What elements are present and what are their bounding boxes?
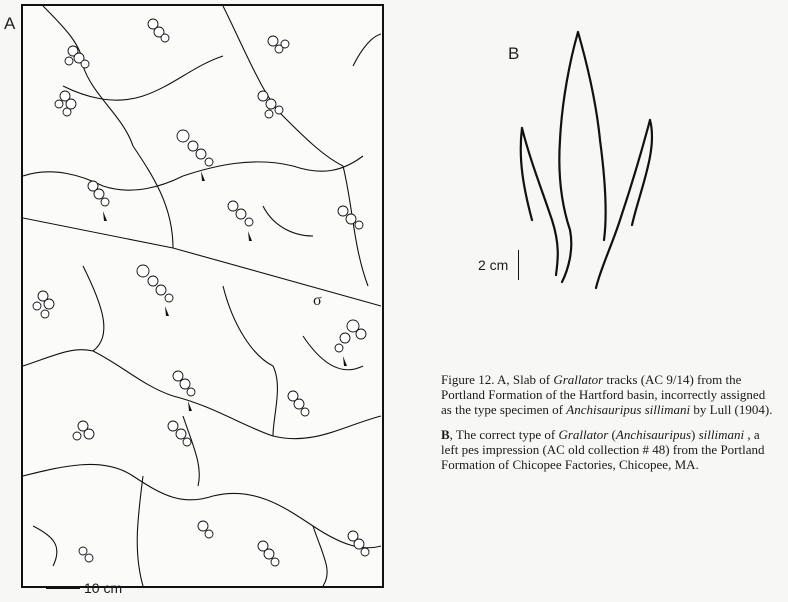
caption-paragraph-b <box>441 427 776 472</box>
caption-paragraph-a <box>441 372 776 417</box>
caption-italic: Grallator <box>553 372 604 387</box>
caption-text: by Lull (1904). <box>690 402 773 417</box>
caption-text: , The correct type of <box>449 427 559 442</box>
scale-bar-line <box>518 250 519 280</box>
panel-a-label: A <box>4 14 16 33</box>
scale-bar-line <box>46 588 80 589</box>
caption-text: , a left pes impression (AC old collection # 48) from the Portland Formation of Chicopee Factories, Chicopee, MA. <box>441 427 765 472</box>
scale-bar-b <box>478 250 519 280</box>
caption-text: ) <box>691 427 699 442</box>
scale-bar-b-label: 2 cm <box>478 257 509 273</box>
scale-bar-a-label: 10 cm <box>84 580 123 596</box>
caption-text: Figure 12. A, Slab of <box>441 372 554 387</box>
slab-illustration <box>23 6 382 586</box>
sigma-symbol: σ <box>313 292 322 309</box>
panel-b-label: B <box>508 44 520 63</box>
caption-italic: sillimani <box>698 427 745 442</box>
caption-text: tracks (AC 9/14) from the Portland Formation of the Hartford basin, incorrectly assigned as the type specimen of <box>441 372 766 417</box>
caption-italic: Grallator <box>558 427 609 442</box>
scale-bar-a <box>46 580 122 596</box>
caption-italic: Anchisauripus <box>615 427 692 442</box>
track-slab-drawing <box>21 4 384 588</box>
slab-cracks <box>23 6 381 586</box>
caption-text: ( <box>608 427 616 442</box>
footprint-illustration <box>500 20 670 300</box>
figure-caption <box>441 372 776 482</box>
caption-italic: Anchisauripus sillimani <box>566 402 691 417</box>
caption-bold: B <box>441 427 450 442</box>
track-toe-marks <box>103 171 347 411</box>
